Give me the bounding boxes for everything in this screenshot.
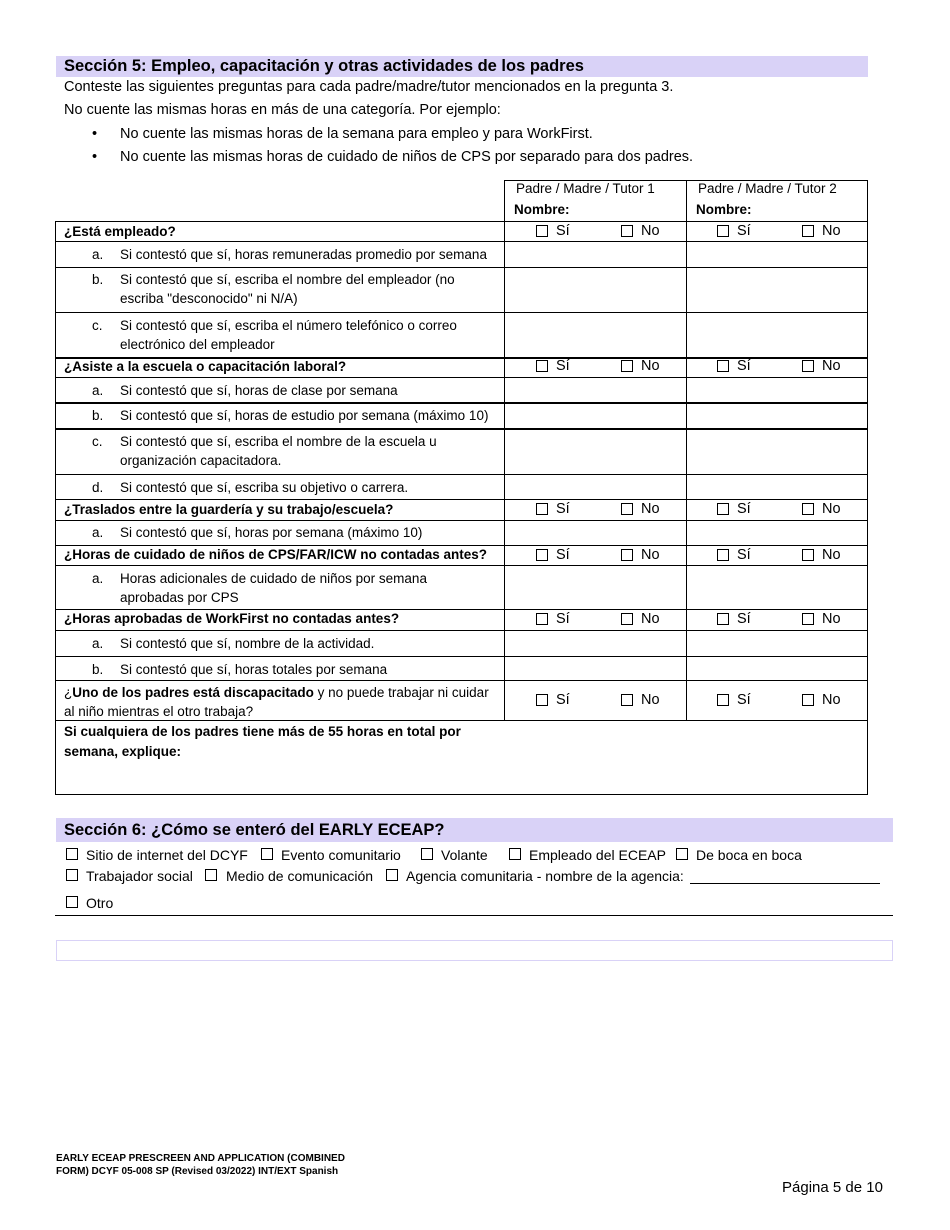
checkbox-school-parent-1-yes[interactable] (536, 360, 548, 372)
checkbox-label-yes: Sí (737, 611, 751, 627)
checkbox-disabled-parent-2-yes[interactable] (717, 694, 729, 706)
checkbox-school-parent-2-yes[interactable] (717, 360, 729, 372)
checkbox-label-yes: Sí (737, 547, 751, 563)
sub-item: c. Si contestó que sí, escriba el número telefónico o correo electrónico del empleador (92, 318, 457, 352)
option-label: Sitio de internet del DCYF (86, 847, 248, 863)
checkbox-school-parent-1-no[interactable] (621, 360, 633, 372)
checkbox-community-event[interactable] (261, 848, 273, 860)
question-over-55-hours: Si cualquiera de los padres tiene más de 55 horas en total por semana, explique: (64, 724, 461, 759)
checkbox-dcyf-website[interactable] (66, 848, 78, 860)
blank-text-box[interactable] (56, 940, 893, 961)
checkbox-community-agency[interactable] (386, 869, 398, 881)
column-header-parent-1: Padre / Madre / Tutor 1 (516, 181, 655, 196)
checkbox-workfirst-parent-1-yes[interactable] (536, 613, 548, 625)
sub-item: d. Si contestó que sí, escriba su objetivo o carrera. (92, 480, 409, 495)
sub-item: b. Si contestó que sí, horas de estudio por semana (máximo 10) (92, 408, 489, 423)
checkbox-label-no: No (641, 692, 660, 708)
checkbox-label-yes: Sí (737, 692, 751, 708)
checkbox-label-no: No (641, 358, 660, 374)
checkbox-label-no: No (822, 501, 841, 517)
checkbox-label-yes: Sí (556, 692, 570, 708)
question-cps-hours: ¿Horas de cuidado de niños de CPS/FAR/ICW no contadas antes? (64, 547, 488, 562)
section-5-intro-1: Conteste las siguientes preguntas para cada padre/madre/tutor mencionados en la pregunta 3. (64, 79, 674, 95)
sub-item: a. Si contestó que sí, nombre de la actividad. (92, 636, 375, 651)
checkbox-employed-parent-1-yes[interactable] (536, 225, 548, 237)
question-workfirst: ¿Horas aprobadas de WorkFirst no contadas antes? (64, 611, 400, 626)
parent-1-name-label: Nombre: (514, 202, 570, 217)
option-label: Evento comunitario (281, 847, 401, 863)
sub-item: a. Si contestó que sí, horas remuneradas promedio por semana (92, 247, 487, 262)
checkbox-label-no: No (641, 547, 660, 563)
checkbox-label-no: No (822, 358, 841, 374)
sub-item: c. Si contestó que sí, escriba el nombre de la escuela u organización capacitadora. (92, 434, 437, 468)
checkbox-cps-hours-parent-1-no[interactable] (621, 549, 633, 561)
checkbox-workfirst-parent-2-no[interactable] (802, 613, 814, 625)
checkbox-label-no: No (822, 692, 841, 708)
option-label: Otro (86, 895, 114, 911)
checkbox-label-no: No (822, 547, 841, 563)
option-label: Trabajador social (86, 868, 193, 884)
checkbox-label-no: No (641, 223, 660, 239)
page-number: Página 5 de 10 (782, 1179, 883, 1196)
checkbox-label-yes: Sí (556, 223, 570, 239)
checkbox-cps-hours-parent-1-yes[interactable] (536, 549, 548, 561)
checkbox-travel-parent-1-yes[interactable] (536, 503, 548, 515)
checkbox-label-yes: Sí (556, 501, 570, 517)
checkbox-school-parent-2-no[interactable] (802, 360, 814, 372)
option-label: Volante (441, 847, 488, 863)
checkbox-label-no: No (822, 223, 841, 239)
checkbox-label-yes: Sí (737, 501, 751, 517)
question-employed: ¿Está empleado? (64, 224, 176, 239)
checkbox-label-yes: Sí (737, 358, 751, 374)
footer-form-title: EARLY ECEAP PRESCREEN AND APPLICATION (COMBINED (56, 1153, 345, 1164)
sub-item: a. Horas adicionales de cuidado de niños por semana aprobadas por CPS (92, 571, 427, 605)
footer-form-number: FORM) DCYF 05-008 SP (Revised 03/2022) INT/EXT Spanish (56, 1166, 339, 1177)
option-label: Empleado del ECEAP (529, 847, 666, 863)
sub-item: a. Si contestó que sí, horas por semana (máximo 10) (92, 525, 423, 540)
option-label: Medio de comunicación (226, 868, 374, 884)
checkbox-workfirst-parent-2-yes[interactable] (717, 613, 729, 625)
checkbox-label-yes: Sí (737, 223, 751, 239)
question-travel: ¿Traslados entre la guardería y su trabajo/escuela? (64, 502, 394, 517)
checkbox-word-of-mouth[interactable] (676, 848, 688, 860)
checkbox-other[interactable] (66, 896, 78, 908)
agency-name-field[interactable] (690, 883, 880, 884)
checkbox-label-no: No (822, 611, 841, 627)
section-5-intro-2: No cuente las mismas horas en más de una categoría. Por ejemplo: (64, 102, 501, 118)
checkbox-cps-hours-parent-2-no[interactable] (802, 549, 814, 561)
checkbox-flyer[interactable] (421, 848, 433, 860)
checkbox-travel-parent-2-no[interactable] (802, 503, 814, 515)
checkbox-label-yes: Sí (556, 547, 570, 563)
checkbox-employed-parent-2-yes[interactable] (717, 225, 729, 237)
question-school: ¿Asiste a la escuela o capacitación laboral? (64, 359, 347, 374)
checkbox-social-worker[interactable] (66, 869, 78, 881)
checkbox-label-no: No (641, 501, 660, 517)
checkbox-cps-hours-parent-2-yes[interactable] (717, 549, 729, 561)
checkbox-eceap-employee[interactable] (509, 848, 521, 860)
option-label: Agencia comunitaria - nombre de la agencia: (406, 868, 684, 884)
checkbox-disabled-parent-2-no[interactable] (802, 694, 814, 706)
section-6-divider (55, 915, 893, 916)
sub-item: b. Si contestó que sí, horas totales por semana (92, 662, 388, 677)
parent-2-name-label: Nombre: (696, 202, 752, 217)
checkbox-travel-parent-1-no[interactable] (621, 503, 633, 515)
checkbox-disabled-parent-1-yes[interactable] (536, 694, 548, 706)
question-disabled: ¿Uno de los padres está discapacitado y no puede trabajar ni cuidar al niño mientras el otro trabaja? (64, 685, 489, 719)
checkbox-employed-parent-2-no[interactable] (802, 225, 814, 237)
checkbox-label-yes: Sí (556, 611, 570, 627)
checkbox-label-no: No (641, 611, 660, 627)
sub-item: b. Si contestó que sí, escriba el nombre del empleador (no escriba "desconocido" ni N/A) (92, 272, 455, 306)
bullet-item: • No cuente las mismas horas de la semana para empleo y para WorkFirst. (92, 126, 593, 142)
section-6-title: Sección 6: ¿Cómo se enteró del EARLY ECEAP? (56, 818, 893, 842)
checkbox-label-yes: Sí (556, 358, 570, 374)
checkbox-media[interactable] (205, 869, 217, 881)
section-5-title: Sección 5: Empleo, capacitación y otras actividades de los padres (56, 56, 868, 77)
option-label: De boca en boca (696, 847, 802, 863)
column-header-parent-2: Padre / Madre / Tutor 2 (698, 181, 837, 196)
checkbox-travel-parent-2-yes[interactable] (717, 503, 729, 515)
bullet-item: • No cuente las mismas horas de cuidado de niños de CPS por separado para dos padres. (92, 149, 694, 165)
checkbox-workfirst-parent-1-no[interactable] (621, 613, 633, 625)
sub-item: a. Si contestó que sí, horas de clase por semana (92, 383, 398, 398)
checkbox-disabled-parent-1-no[interactable] (621, 694, 633, 706)
checkbox-employed-parent-1-no[interactable] (621, 225, 633, 237)
